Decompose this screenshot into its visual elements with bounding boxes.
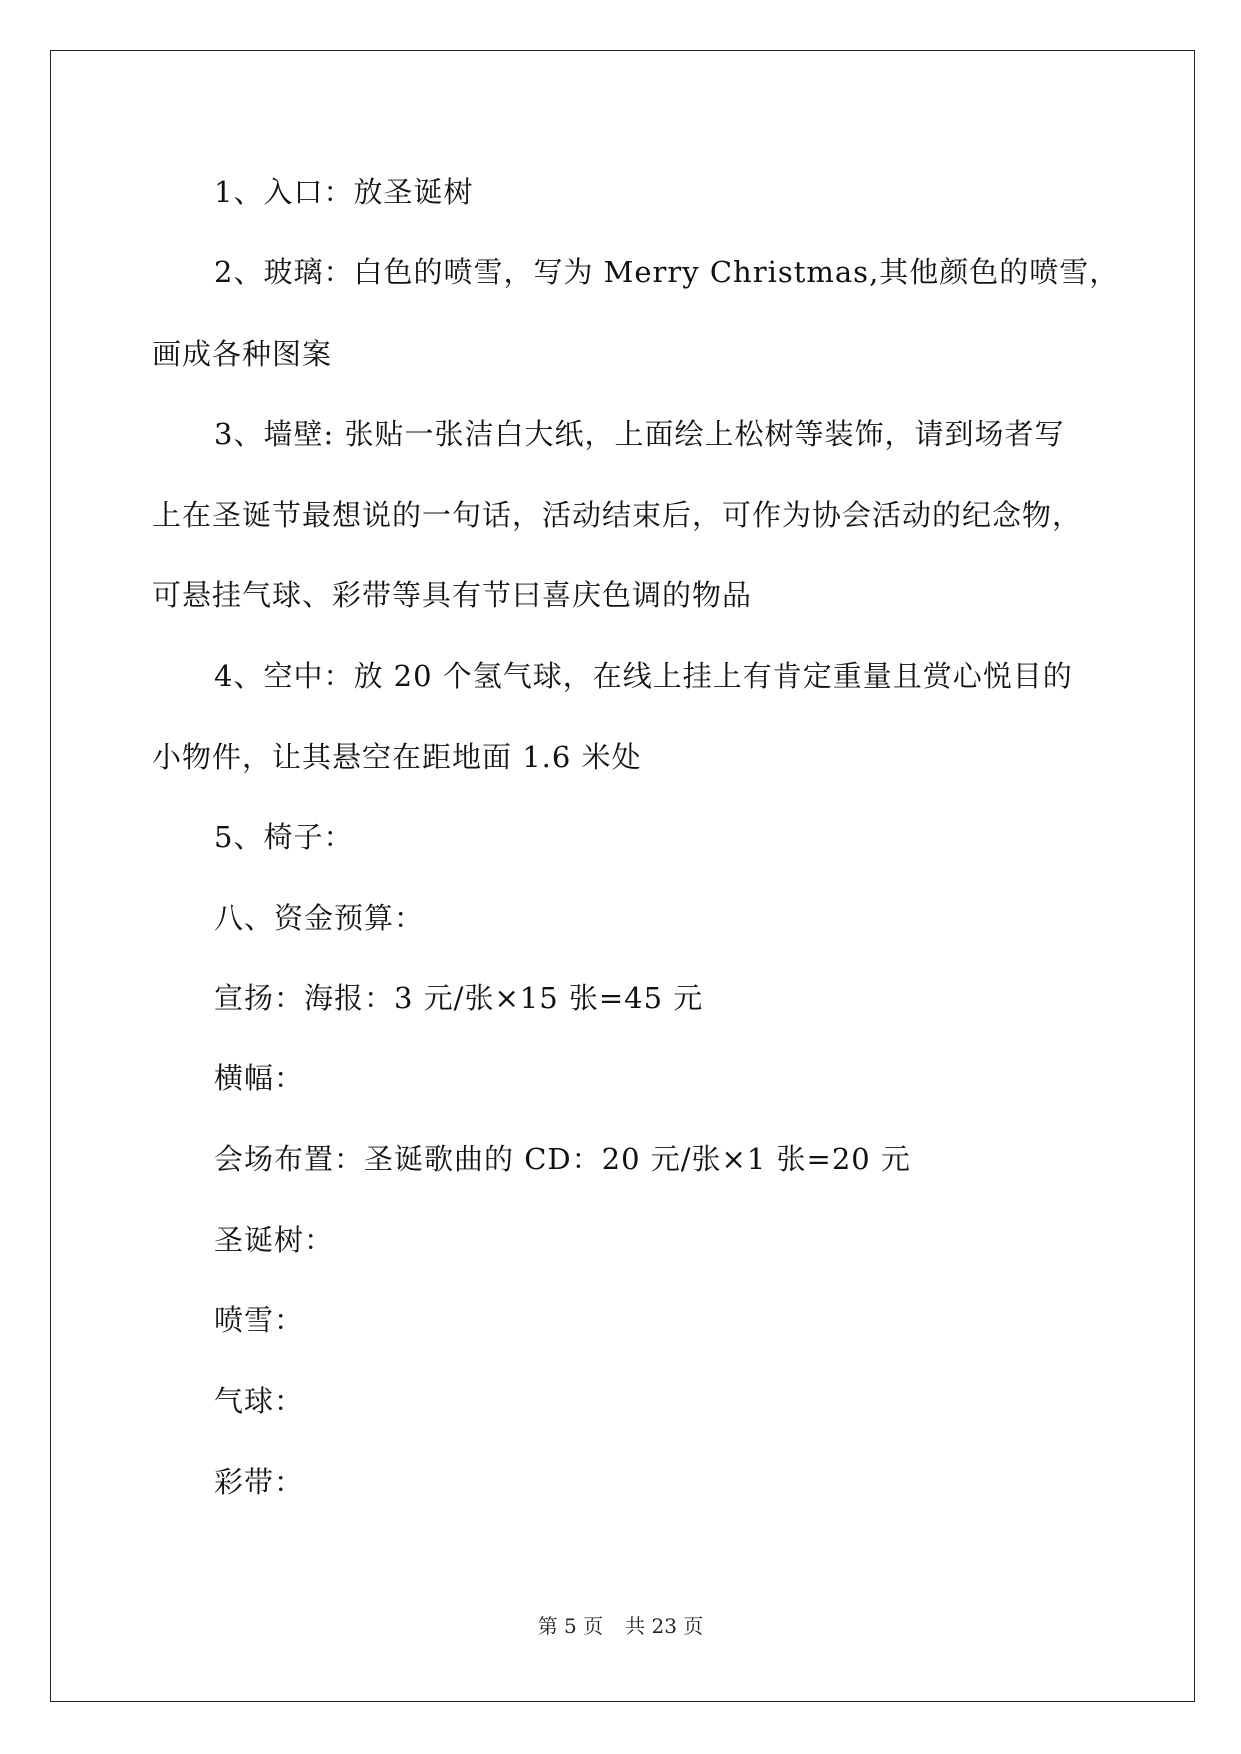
budget-ribbons: 彩带： [214, 1465, 305, 1499]
wall-item-line-1: 3、墙壁: 张贴一张洁白大纸，上面绘上松树等装饰，请到场者写 [214, 417, 1065, 451]
wall-item-line-2: 上在圣诞节最想说的一句话，活动结束后，可作为协会活动的纪念物， [152, 498, 1083, 532]
air-item-line-2: 小物件，让其悬空在距地面 1.6 米处 [152, 740, 642, 774]
page-border [50, 50, 1195, 1702]
budget-venue: 会场布置：圣诞歌曲的 CD：20 元/张×1 张=20 元 [214, 1142, 911, 1176]
page-footer [0, 1612, 1241, 1640]
budget-snow-spray: 喷雪： [214, 1303, 305, 1337]
wall-item-line-3: 可悬挂气球、彩带等具有节曰喜庆色调的物品 [152, 578, 753, 612]
budget-promotion: 宣扬：海报：3 元/张×15 张=45 元 [214, 981, 704, 1015]
entrance-item: 1、入口：放圣诞树 [214, 175, 474, 209]
glass-item-line-2: 画成各种图案 [152, 337, 333, 371]
glass-item-line-1: 2、玻璃：白色的喷雪，写为 Merry Christmas,其他颜色的喷雪， [214, 255, 1120, 289]
chair-item: 5、椅子： [214, 820, 354, 854]
budget-heading: 八、资金预算： [214, 901, 425, 935]
page-total: 共 23 页 [625, 1614, 704, 1638]
budget-balloons: 气球： [214, 1384, 305, 1418]
budget-banner: 横幅： [214, 1061, 305, 1095]
air-item-line-1: 4、空中：放 20 个氢气球，在线上挂上有肯定重量且赏心悦目的 [214, 659, 1073, 693]
budget-christmas-tree: 圣诞树： [214, 1223, 335, 1257]
page-number: 第 5 页 [537, 1614, 604, 1638]
